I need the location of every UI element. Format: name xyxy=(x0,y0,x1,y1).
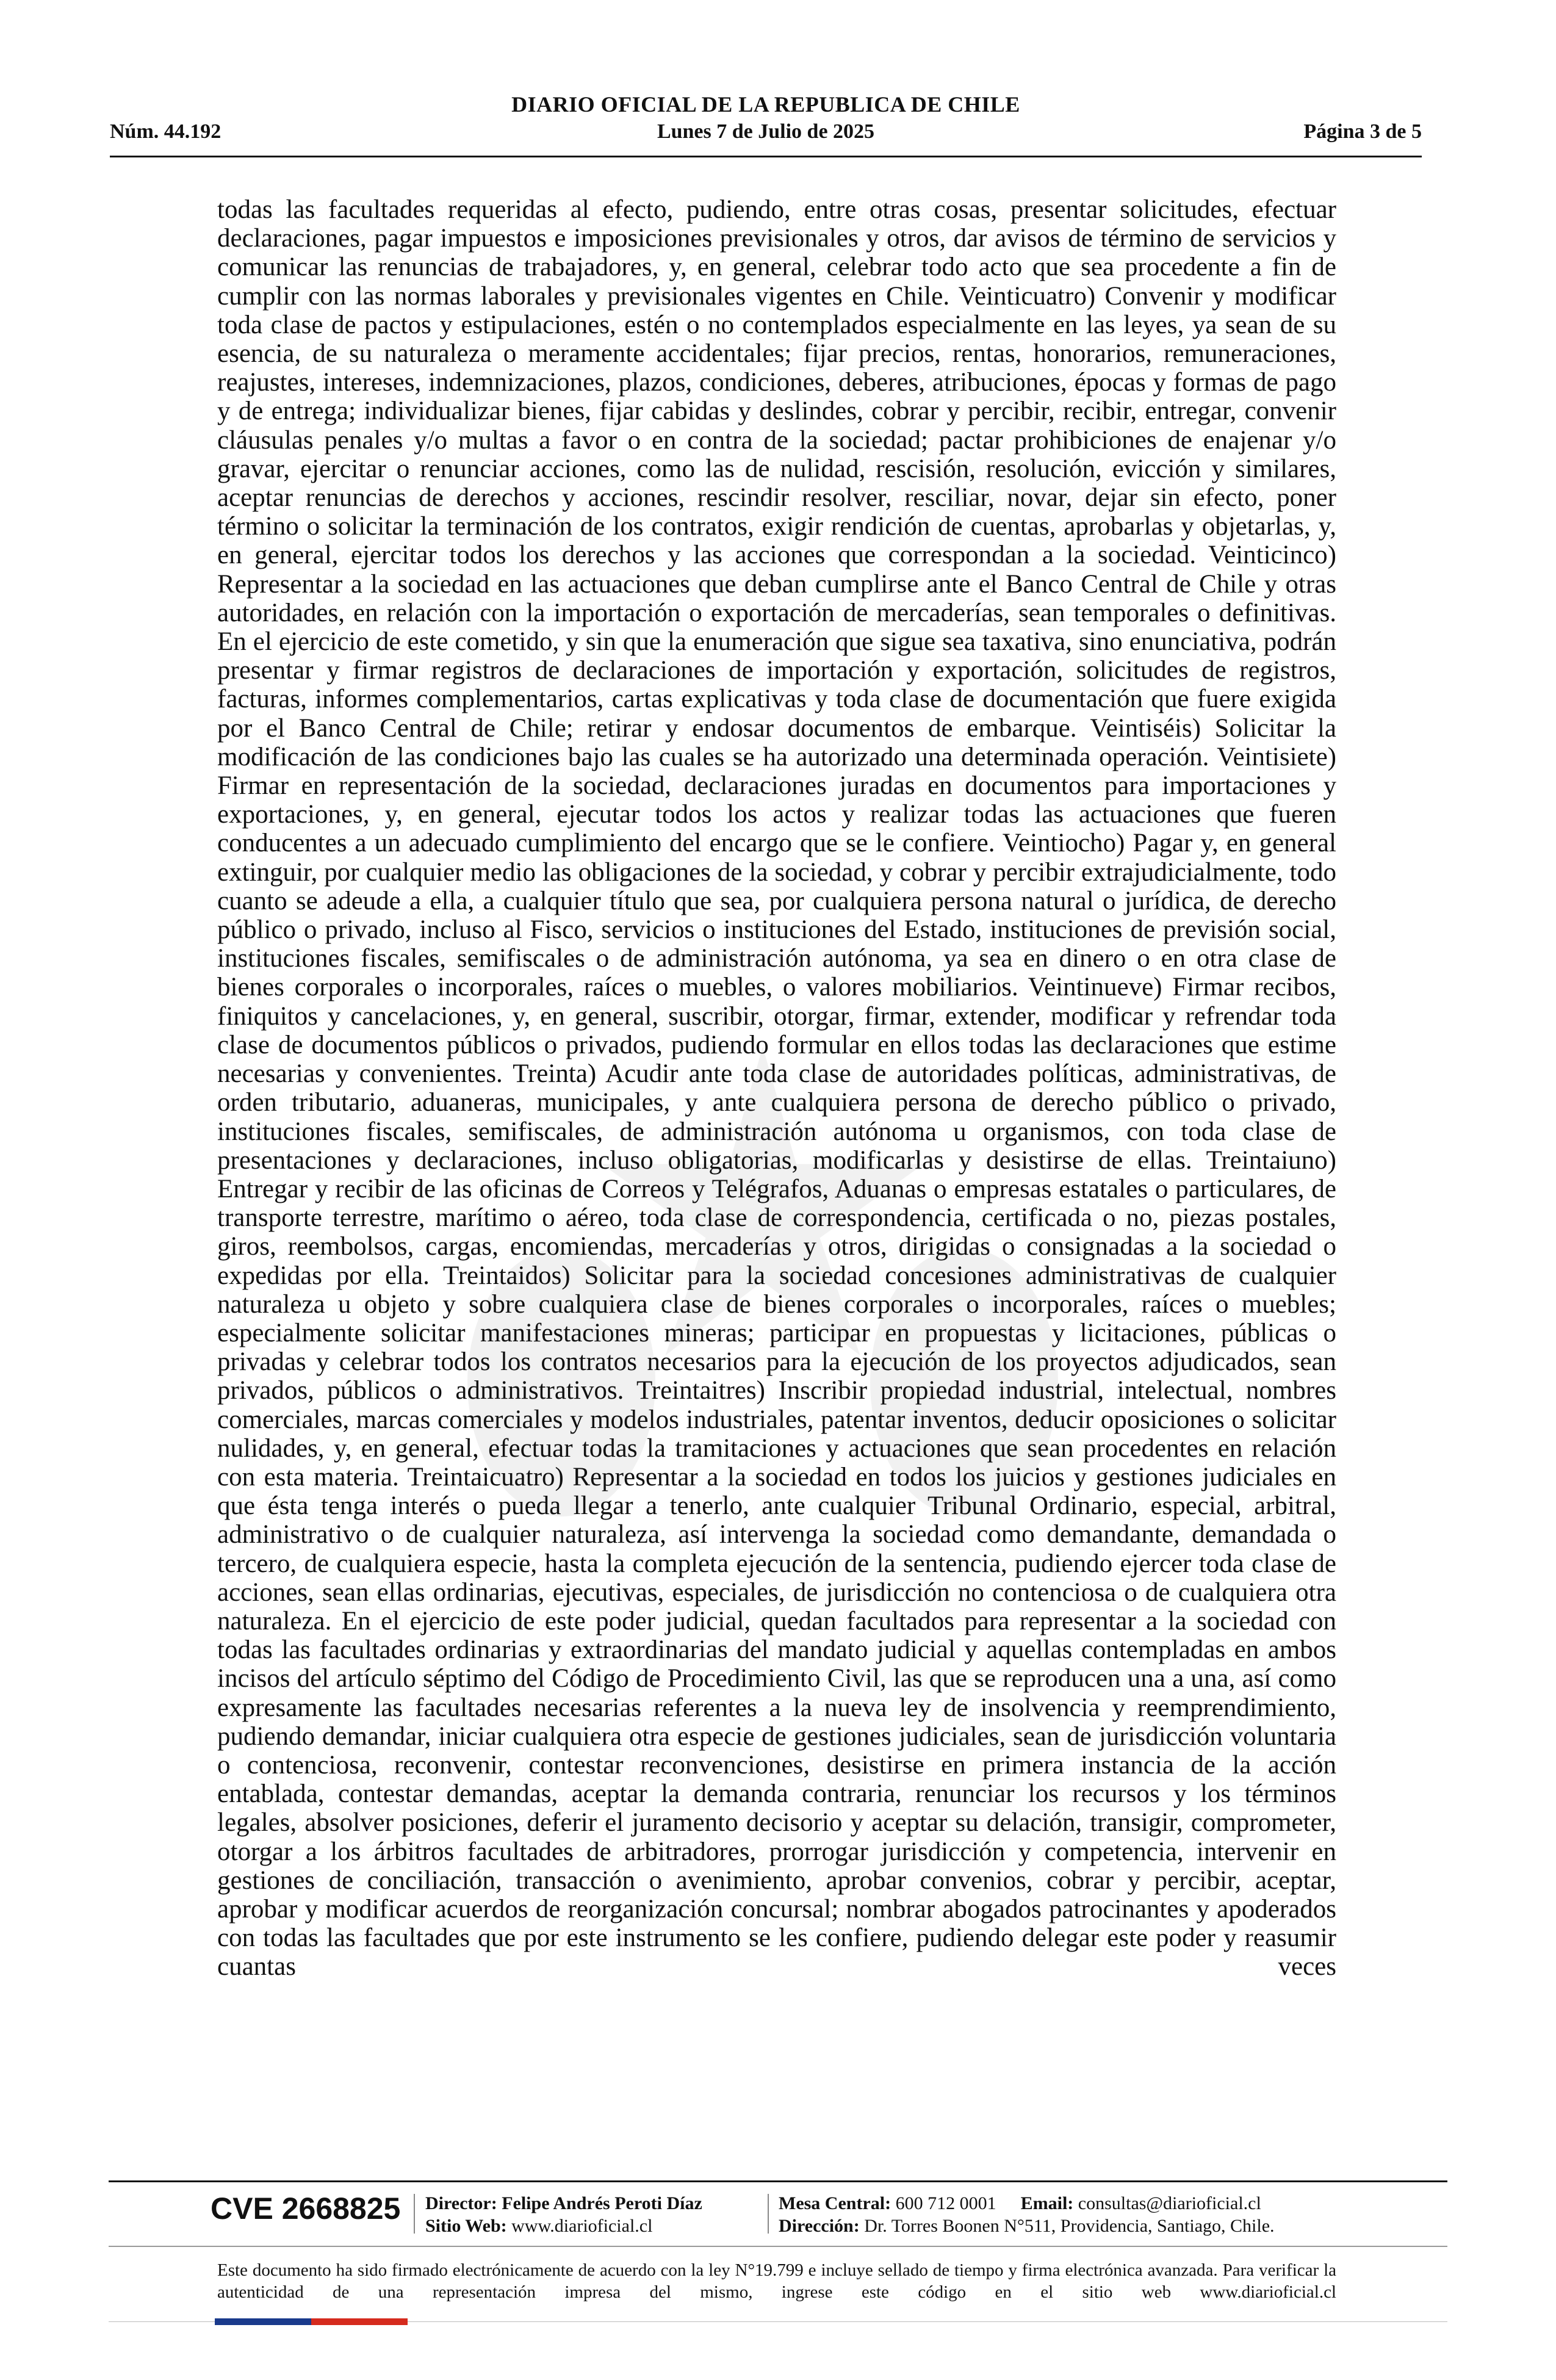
footer-separator xyxy=(414,2194,415,2234)
footer-divider xyxy=(109,2180,1447,2182)
footer-contact-block xyxy=(779,2192,1275,2237)
chile-flag-stripe xyxy=(215,2318,408,2325)
issue-number: Núm. 44.192 xyxy=(110,120,222,143)
website-label: Sitio Web: xyxy=(425,2216,507,2236)
document-body: todas las facultades requeridas al efecto, pudiendo, entre otras cosas, presentar solicitudes, efectuar declaraciones, pagar impuestos e imposiciones previsionales y otros, dar avisos de término de servicios y comunicar las renuncias de trabajadores, y, en general, celebrar todo acto que sea procedente a fin de cumplir con las normas laborales y previsionales vigentes en Chile. Veinticuatro) Convenir y modificar toda clase de pactos y estipulaciones, estén o no contemplados especialmente en las leyes, ya sean de su esencia, de su naturaleza o meramente accidentales; fijar precios, rentas, honorarios, remuneraciones, reajustes, intereses, indemnizaciones, plazos, condiciones, deberes, atribuciones, épocas y formas de pago y de entrega; individualizar bienes, fijar cabidas y deslindes, cobrar y percibir, recibir, entregar, convenir cláusulas penales y/o multas a favor o en contra de la sociedad; pactar prohibiciones de enajenar y/o gravar, ejercitar o renunciar acciones, como las de nulidad, rescisión, resolución, evicción y similares, aceptar renuncias de derechos y acciones, rescindir resolver, resciliar, novar, dejar sin efecto, poner término o solicitar la terminación de los contratos, exigir rendición de cuentas, aprobarlas y objetarlas, y, en general, ejercitar todos los derechos y las acciones que correspondan a la sociedad. Veinticinco) Representar a la sociedad en las actuaciones que deban cumplirse ante el Banco Central de Chile y otras autoridades, en relación con la importación o exportación de mercaderías, sean temporales o definitivas. En el ejercicio de este cometido, y sin que la enumeración que sigue sea taxativa, sino enunciativa, podrán presentar y firmar registros de declaraciones de importación y exportación, solicitudes de registros, facturas, informes complementarios, cartas explicativas y toda clase de documentación que fuere exigida por el Banco Central de Chile; retirar y endosar documentos de embarque. Veintiséis) Solicitar la modificación de las condiciones bajo las cuales se ha autorizado una determinada operación. Veintisiete) Firmar en representación de la sociedad, declaraciones juradas en documentos para importaciones y exportaciones, y, en general, ejecutar todos los actos y realizar todas las actuaciones que fueren conducentes a un adecuado cumplimiento del encargo que se le confiere. Veintiocho) Pagar y, en general extinguir, por cualquier medio las obligaciones de la sociedad, y cobrar y percibir extrajudicialmente, todo cuanto se adeude a ella, a cualquier título que sea, por cualquiera persona natural o jurídica, de derecho público o privado, incluso al Fisco, servicios o instituciones del Estado, instituciones de previsión social, instituciones fiscales, semifiscales o de administración autónoma, ya sea en dinero o en otra clase de bienes corporales o incorporales, raíces o muebles, o valores mobiliarios. Veintinueve) Firmar recibos, finiquitos y cancelaciones, y, en general, suscribir, otorgar, firmar, extender, modificar y refrendar toda clase de documentos públicos o privados, pudiendo formular en ellos todas las declaraciones que estime necesarias y convenientes. Treinta) Acudir ante toda clase de autoridades políticas, administrativas, de orden tributario, aduaneras, municipales, y ante cualquiera persona de derecho público o privado, instituciones fiscales, semifiscales, de administración autónoma u organismos, con toda clase de presentaciones y declaraciones, incluso obligatorias, modificarlas y desistirse de ellas. Treintaiuno) Entregar y recibir de las oficinas de Correos y Telégrafos, Aduanas o empresas estatales o particulares, de transporte terrestre, marítimo o aéreo, toda clase de correspondencia, certificada o no, piezas postales, giros, reembolsos, cargas, encomiendas, mercaderías y otros, dirigidas o consignadas a la sociedad o expedidas por ella. Treintaidos) Solicitar para la sociedad concesiones administrativas de cualquier naturaleza u objeto y sobre cualquiera clase de bienes corporales o incorporales, raíces o muebles; especialmente solicitar manifestaciones mineras; participar en propuestas y licitaciones, públicas o privadas y celebrar todos los contratos necesarios para la ejecución de los proyectos adjudicados, sean privados, públicos o administrativos. Treintaitres) Inscribir propiedad industrial, intelectual, nombres comerciales, marcas comerciales y modelos industriales, patentar inventos, deducir oposiciones o solicitar nulidades, y, en general, efectuar todas la tramitaciones y actuaciones que sean procedentes en relación con esta materia. Treintaicuatro) Representar a la sociedad en todos los juicios y gestiones judiciales en que ésta tenga interés o pueda llegar a tenerlo, ante cualquier Tribunal Ordinario, especial, arbitral, administrativo o de cualquier naturaleza, así intervenga la sociedad como demandante, demandada o tercero, de cualquiera especie, hasta la completa ejecución de la sentencia, pudiendo ejercer toda clase de acciones, sean ellas ordinarias, ejecutivas, especiales, de jurisdicción no contenciosa o de cualquiera otra naturaleza. En el ejercicio de este poder judicial, quedan facultados para representar a la sociedad con todas las facultades ordinarias y extraordinarias del mandato judicial y aquellas contempladas en ambos incisos del artículo séptimo del Código de Procedimiento Civil, las que se reproducen una a una, así como expresamente las facultades necesarias referentes a la nueva ley de insolvencia y reemprendimiento, pudiendo demandar, iniciar cualquiera otra especie de gestiones judiciales, sean de jurisdicción voluntaria o contenciosa, reconvenir, contestar reconvenciones, desistirse en primera instancia de la acción entablada, contestar demandas, aceptar la demanda contraria, renunciar los recursos y los términos legales, absolver posiciones, deferir el juramento decisorio y aceptar su delación, transigir, comprometer, otorgar a los árbitros facultades de arbitradores, prorrogar jurisdicción y competencia, intervenir en gestiones de conciliación, transacción o avenimiento, aprobar convenios, cobrar y percibir, aceptar, aprobar y modificar acuerdos de reorganización concursal; nombrar abogados patrocinantes y apoderados con todas las facultades que por este instrumento se les confiere, pudiendo delegar este poder y reasumir cuantas veces xyxy=(217,195,1336,1982)
publication-title: DIARIO OFICIAL DE LA REPUBLICA DE CHILE xyxy=(511,92,1020,117)
website-link[interactable]: www.diarioficial.cl xyxy=(511,2216,653,2236)
flag-red-segment xyxy=(311,2318,408,2325)
header-divider xyxy=(110,156,1422,157)
address: Dr. Torres Boonen N°511, Providencia, Santiago, Chile. xyxy=(864,2216,1275,2236)
email-link[interactable]: consultas@diarioficial.cl xyxy=(1078,2193,1261,2213)
director-name: Felipe Andrés Peroti Díaz xyxy=(502,2193,702,2213)
footer-director-block xyxy=(425,2192,702,2237)
footer-separator xyxy=(768,2194,769,2234)
page-number: Página 3 de 5 xyxy=(1303,120,1422,143)
issue-date: Lunes 7 de Julio de 2025 xyxy=(657,120,875,143)
footer-divider-secondary xyxy=(109,2246,1447,2247)
phone-number: 600 712 0001 xyxy=(895,2193,996,2213)
page-header xyxy=(110,92,1422,153)
address-label: Dirección: xyxy=(779,2216,860,2236)
director-label: Director: xyxy=(425,2193,497,2213)
email-label: Email: xyxy=(1020,2193,1074,2213)
cve-code: CVE 2668825 xyxy=(211,2191,401,2226)
phone-label: Mesa Central: xyxy=(779,2193,891,2213)
flag-blue-segment xyxy=(215,2318,311,2325)
electronic-signature-notice: Este documento ha sido firmado electrónicamente de acuerdo con la ley N°19.799 e incluye sellado de tiempo y firma electrónica avanzada. Para verificar la autenticidad de una representación impresa del mismo, ingrese este código en el sitio web www.diarioficial.cl xyxy=(217,2260,1336,2302)
